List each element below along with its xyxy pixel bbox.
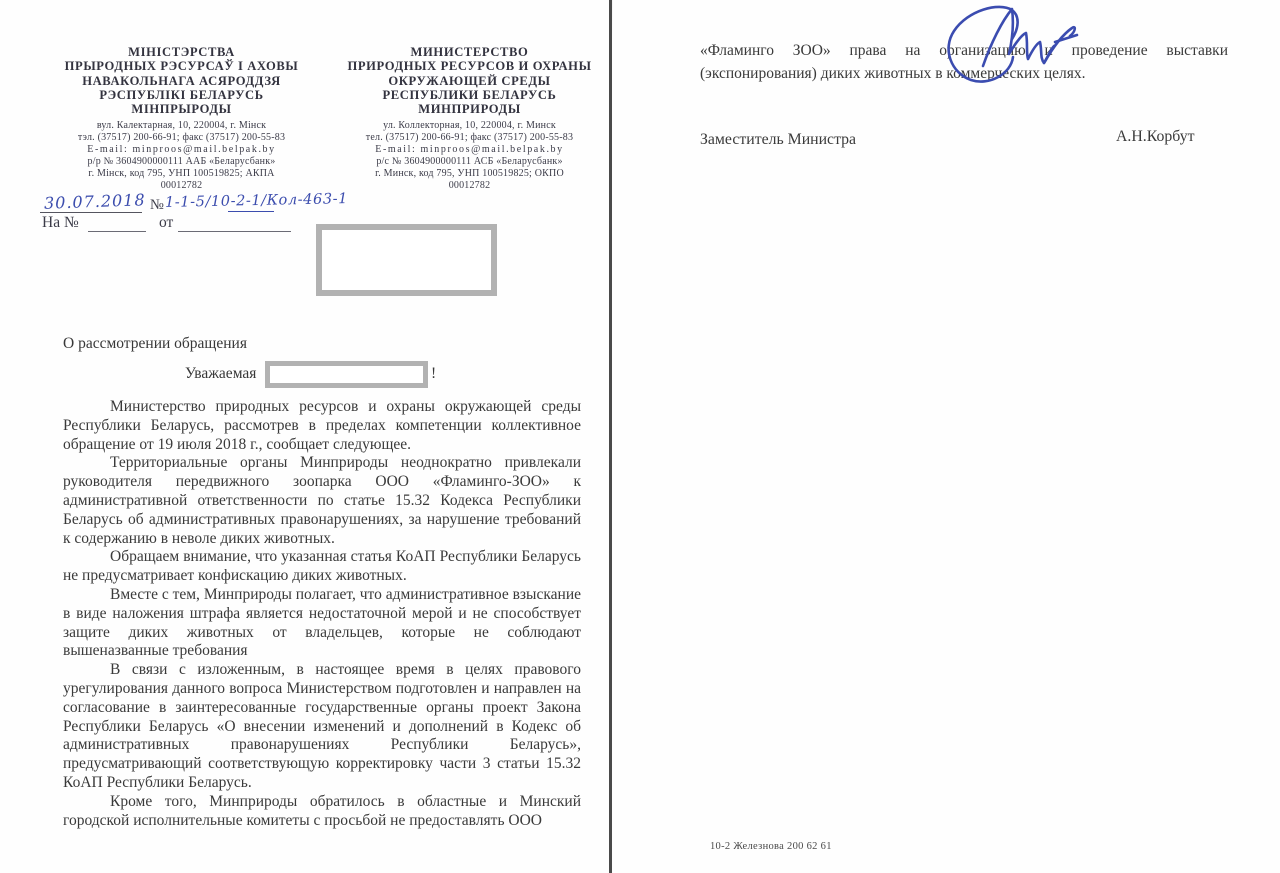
letterhead-email: E-mail: minproos@mail.belpak.by xyxy=(375,144,564,156)
letterhead-title-line: ПРИРОДНЫХ РЕСУРСОВ И ОХРАНЫ xyxy=(347,59,592,74)
letter-page-1 xyxy=(0,0,609,873)
letterhead-title-line: РЭСПУБЛІКІ БЕЛАРУСЬ xyxy=(99,87,264,102)
letterhead-title-line: МИНПРИРОДЫ xyxy=(418,102,521,117)
letterhead-account: р/с № 3604900000111 АСБ «Беларусбанк» xyxy=(376,156,563,168)
letterhead-address: ул. Коллекторная, 10, 220004, г. Минск xyxy=(383,120,556,132)
salutation-exclamation: ! xyxy=(431,365,437,382)
page-divider-line xyxy=(609,0,612,873)
letterhead-account: р/р № 3604900000111 ААБ «Беларусбанк» xyxy=(87,156,276,168)
reply-date-blank-line xyxy=(178,231,291,232)
letter-page-2 xyxy=(613,0,1280,873)
letterhead-reg-info: г. Мінск, код 795, УНП 100519825; АКПА xyxy=(88,168,275,180)
number-underline xyxy=(228,211,274,212)
letterhead-title-line: ПРЫРОДНЫХ РЭСУРСАЎ І АХОВЫ xyxy=(64,59,299,74)
executor-footer-note: 10-2 Железнова 200 62 61 xyxy=(710,841,832,852)
body-paragraph: Министерство природных ресурсов и охраны окружающей среды Республики Беларусь, рассмотрев в пределах компетенции коллективное обращение от 19 июля 2018 г., сообщает следующее. xyxy=(63,398,581,453)
letterhead-okpo: 00012782 xyxy=(160,180,203,192)
handwritten-outgoing-number: 1-1-5/10-2-1/Кол-463-1 xyxy=(164,191,349,211)
letterhead-title-line: МІНІСТЭРСТВА xyxy=(128,45,235,59)
reply-number-blank-line xyxy=(88,231,146,232)
letterhead-title-line: НАВАКОЛЬНАГА АСЯРОДДЗЯ xyxy=(82,73,281,88)
letter-body xyxy=(63,398,581,830)
body-paragraph: Кроме того, Минприроды обратилось в областные и Минский городской исполнительные комитеты с просьбой не предоставлять ООО xyxy=(63,792,581,829)
signer-title: Заместитель Министра xyxy=(700,131,857,148)
letterhead-address: вул. Калектарная, 10, 220004, г. Мінск xyxy=(96,120,267,132)
reply-to-number-label: На № xyxy=(42,214,79,231)
letterhead-russian-details xyxy=(331,120,608,191)
letterhead-email: E-mail: minproos@mail.belpak.by xyxy=(87,144,276,156)
body-paragraph: Территориальные органы Минприроды неоднократно привлекали руководителя передвижного зоопарка ООО «Фламинго-ЗОО» к административной ответственности по статье 15.32 Кодекса Республики Беларусь об административных правонарушениях, за нарушение требований к содержанию в неволе диких животных. xyxy=(63,454,581,547)
body-paragraph: Вместе с тем, Минприроды полагает, что административное взыскание в виде наложения штрафа является недостаточной мерой и не способствует защите диких животных от владельцев, которые не соблюдают вышеназванные требования xyxy=(63,585,581,660)
redaction-box-stamp xyxy=(316,224,497,296)
subject-line: О рассмотрении обращения xyxy=(63,335,247,352)
date-underline xyxy=(40,212,142,213)
redaction-box-addressee-name xyxy=(265,361,428,388)
letterhead-reg-info: г. Минск, код 795, УНП 100519825; ОКПО xyxy=(375,168,564,180)
salutation-text: Уважаемая xyxy=(185,365,257,382)
body-paragraph: Обращаем внимание, что указанная статья КоАП Республики Беларусь не предусматривает конфискацию диких животных. xyxy=(63,548,581,585)
body-paragraph-continuation: «Фламинго ЗОО» права на организацию и проведение выставки (экспонирования) диких животных в коммерческих целях. xyxy=(700,42,1228,82)
letterhead-title-line: МІНПРЫРОДЫ xyxy=(131,102,232,117)
signature-handwritten xyxy=(925,0,1085,100)
letterhead-title-line: МИНИСТЕРСТВО xyxy=(410,45,529,59)
number-sign-label: № xyxy=(150,197,164,213)
letterhead-russian xyxy=(331,45,608,192)
letterhead-belarusian xyxy=(38,45,325,192)
letterhead-phone: тел. (37517) 200-66-91; факс (37517) 200-55-83 xyxy=(365,132,574,144)
letterhead-title-line: РЕСПУБЛИКИ БЕЛАРУСЬ xyxy=(382,87,557,102)
handwritten-date: 30.07.2018 xyxy=(43,190,146,213)
letterhead-belarusian-details xyxy=(38,120,325,191)
letterhead-title-line: ОКРУЖАЮЩЕЙ СРЕДЫ xyxy=(388,73,551,88)
letterhead-okpo: 00012782 xyxy=(448,180,491,192)
letterhead-phone: тэл. (37517) 200-66-91; факс (37517) 200-55-83 xyxy=(77,132,286,144)
signer-name: А.Н.Корбут xyxy=(1116,128,1195,145)
body-paragraph: В связи с изложенным, в настоящее время в целях правового урегулирования данного вопроса Министерством подготовлен и направлен на согласование в заинтересованные государственные органы проект Закона Республики Беларусь «О внесении изменений и дополнений в Кодекс об административных правонарушениях Республики Беларусь», предусматривающий соответствующую корректировку части 3 статьи 15.32 КоАП Республики Беларусь. xyxy=(63,661,581,791)
letterhead-russian-title xyxy=(331,45,608,116)
letterhead-belarusian-title xyxy=(38,45,325,116)
reply-from-label: от xyxy=(159,214,174,231)
